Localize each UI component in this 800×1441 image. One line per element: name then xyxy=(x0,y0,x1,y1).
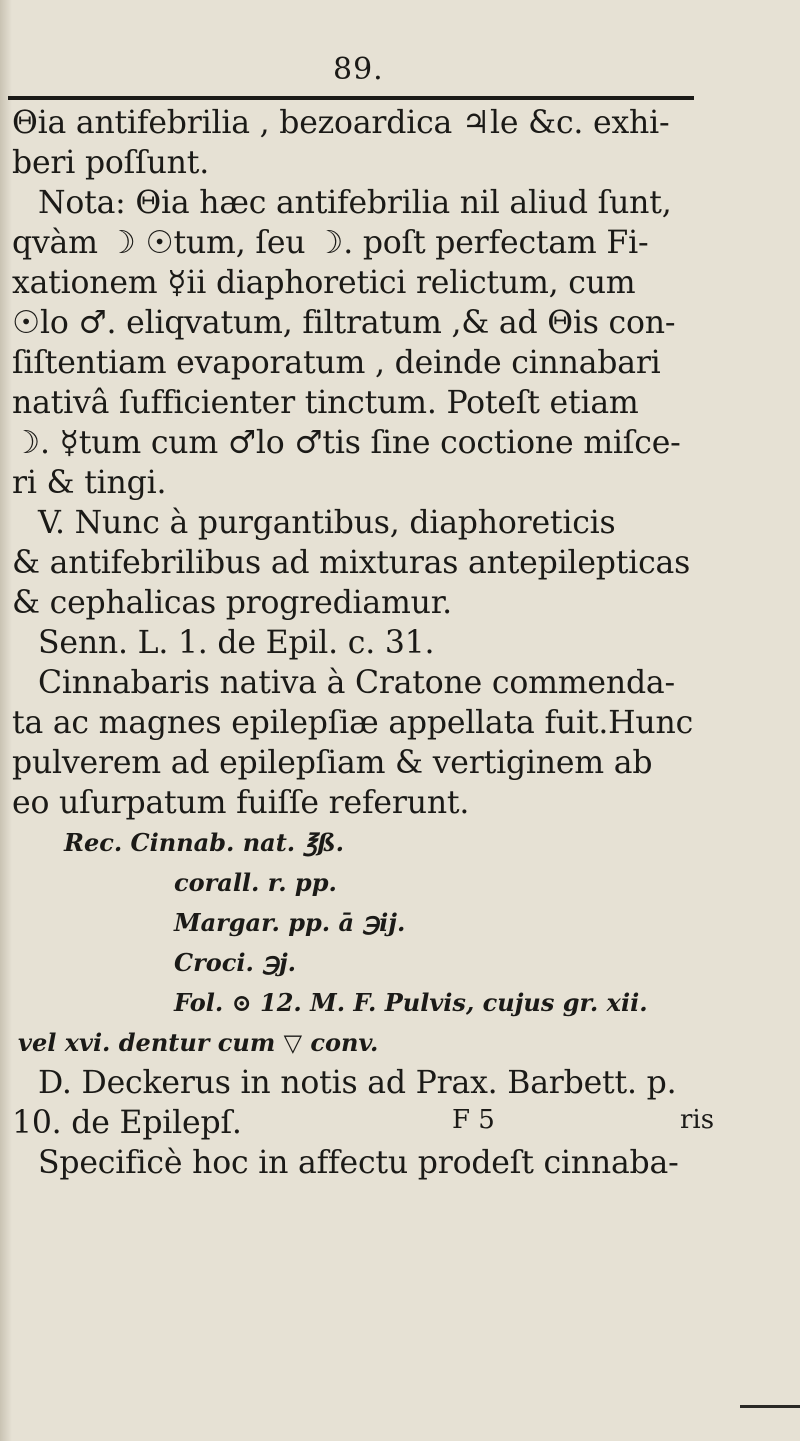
header-rule xyxy=(8,96,694,100)
recipe-line: Fol. ⊙ 12. M. F. Pulvis, cujus gr. xii. xyxy=(174,988,648,1017)
text-line: D. Deckerus in notis ad Prax. Barbett. p. xyxy=(38,1065,677,1101)
text-line: qvàm ☽ ☉tum, ſeu ☽. poſt perfectam Fi- xyxy=(12,225,649,261)
text-line: Nota: Θia hæc antifebrilia nil aliud ſunt, xyxy=(38,185,672,221)
text-line: eo uſurpatum fuiſſe referunt. xyxy=(12,785,470,821)
recipe-line: vel xvi. dentur cum ▽ conv. xyxy=(18,1028,379,1057)
text-line: ☽. ☿tum cum ♂lo ♂tis ſine coctione miſce- xyxy=(12,425,681,461)
text-line: ☉lo ♂. eliqvatum, filtratum ,& ad Θis con- xyxy=(12,305,676,341)
text-line: Senn. L. 1. de Epil. c. 31. xyxy=(38,625,435,661)
text-line: xationem ☿ii diaphoretici relictum, cum xyxy=(12,265,636,301)
text-line: ri & tingi. xyxy=(12,465,167,501)
text-line: ſiſtentiam evaporatum , deinde cinnabari xyxy=(12,345,661,381)
recipe-line: Rec. Cinnab. nat. ℥ß. xyxy=(64,828,344,857)
text-line: ta ac magnes epilepſiæ appellata fuit.Hunc xyxy=(12,705,694,741)
edge-rule xyxy=(740,1405,800,1408)
text-line: Θia antifebrilia , bezoardica ♃le &c. exhi- xyxy=(12,105,670,141)
page-number: 89. xyxy=(333,52,384,87)
signature-mark: F 5 xyxy=(452,1105,495,1135)
recipe-line: corall. r. pp. xyxy=(174,868,337,897)
text-line: nativâ ſufficienter tinctum. Poteſt etiam xyxy=(12,385,639,421)
text-line: & cephalicas progrediamur. xyxy=(12,585,452,621)
text-line: Cinnabaris nativa à Cratone commenda- xyxy=(38,665,675,701)
body-text xyxy=(12,103,715,1183)
text-line: beri poſſunt. xyxy=(12,145,210,181)
text-line: pulverem ad epilepſiam & vertiginem ab xyxy=(12,745,653,781)
text-line: 10. de Epilepſ. xyxy=(12,1105,242,1141)
catchword: ris xyxy=(680,1105,715,1135)
recipe-line: Croci. ℈j. xyxy=(174,948,296,977)
text-line: Specificè hoc in affectu prodeſt cinnaba- xyxy=(38,1145,679,1181)
page-gutter xyxy=(0,0,12,1441)
text-line: & antifebrilibus ad mixturas antepilepticas xyxy=(12,545,691,581)
text-line: V. Nunc à purgantibus, diaphoreticis xyxy=(38,505,616,541)
recipe-line: Margar. pp. ā ℈ij. xyxy=(174,908,406,937)
